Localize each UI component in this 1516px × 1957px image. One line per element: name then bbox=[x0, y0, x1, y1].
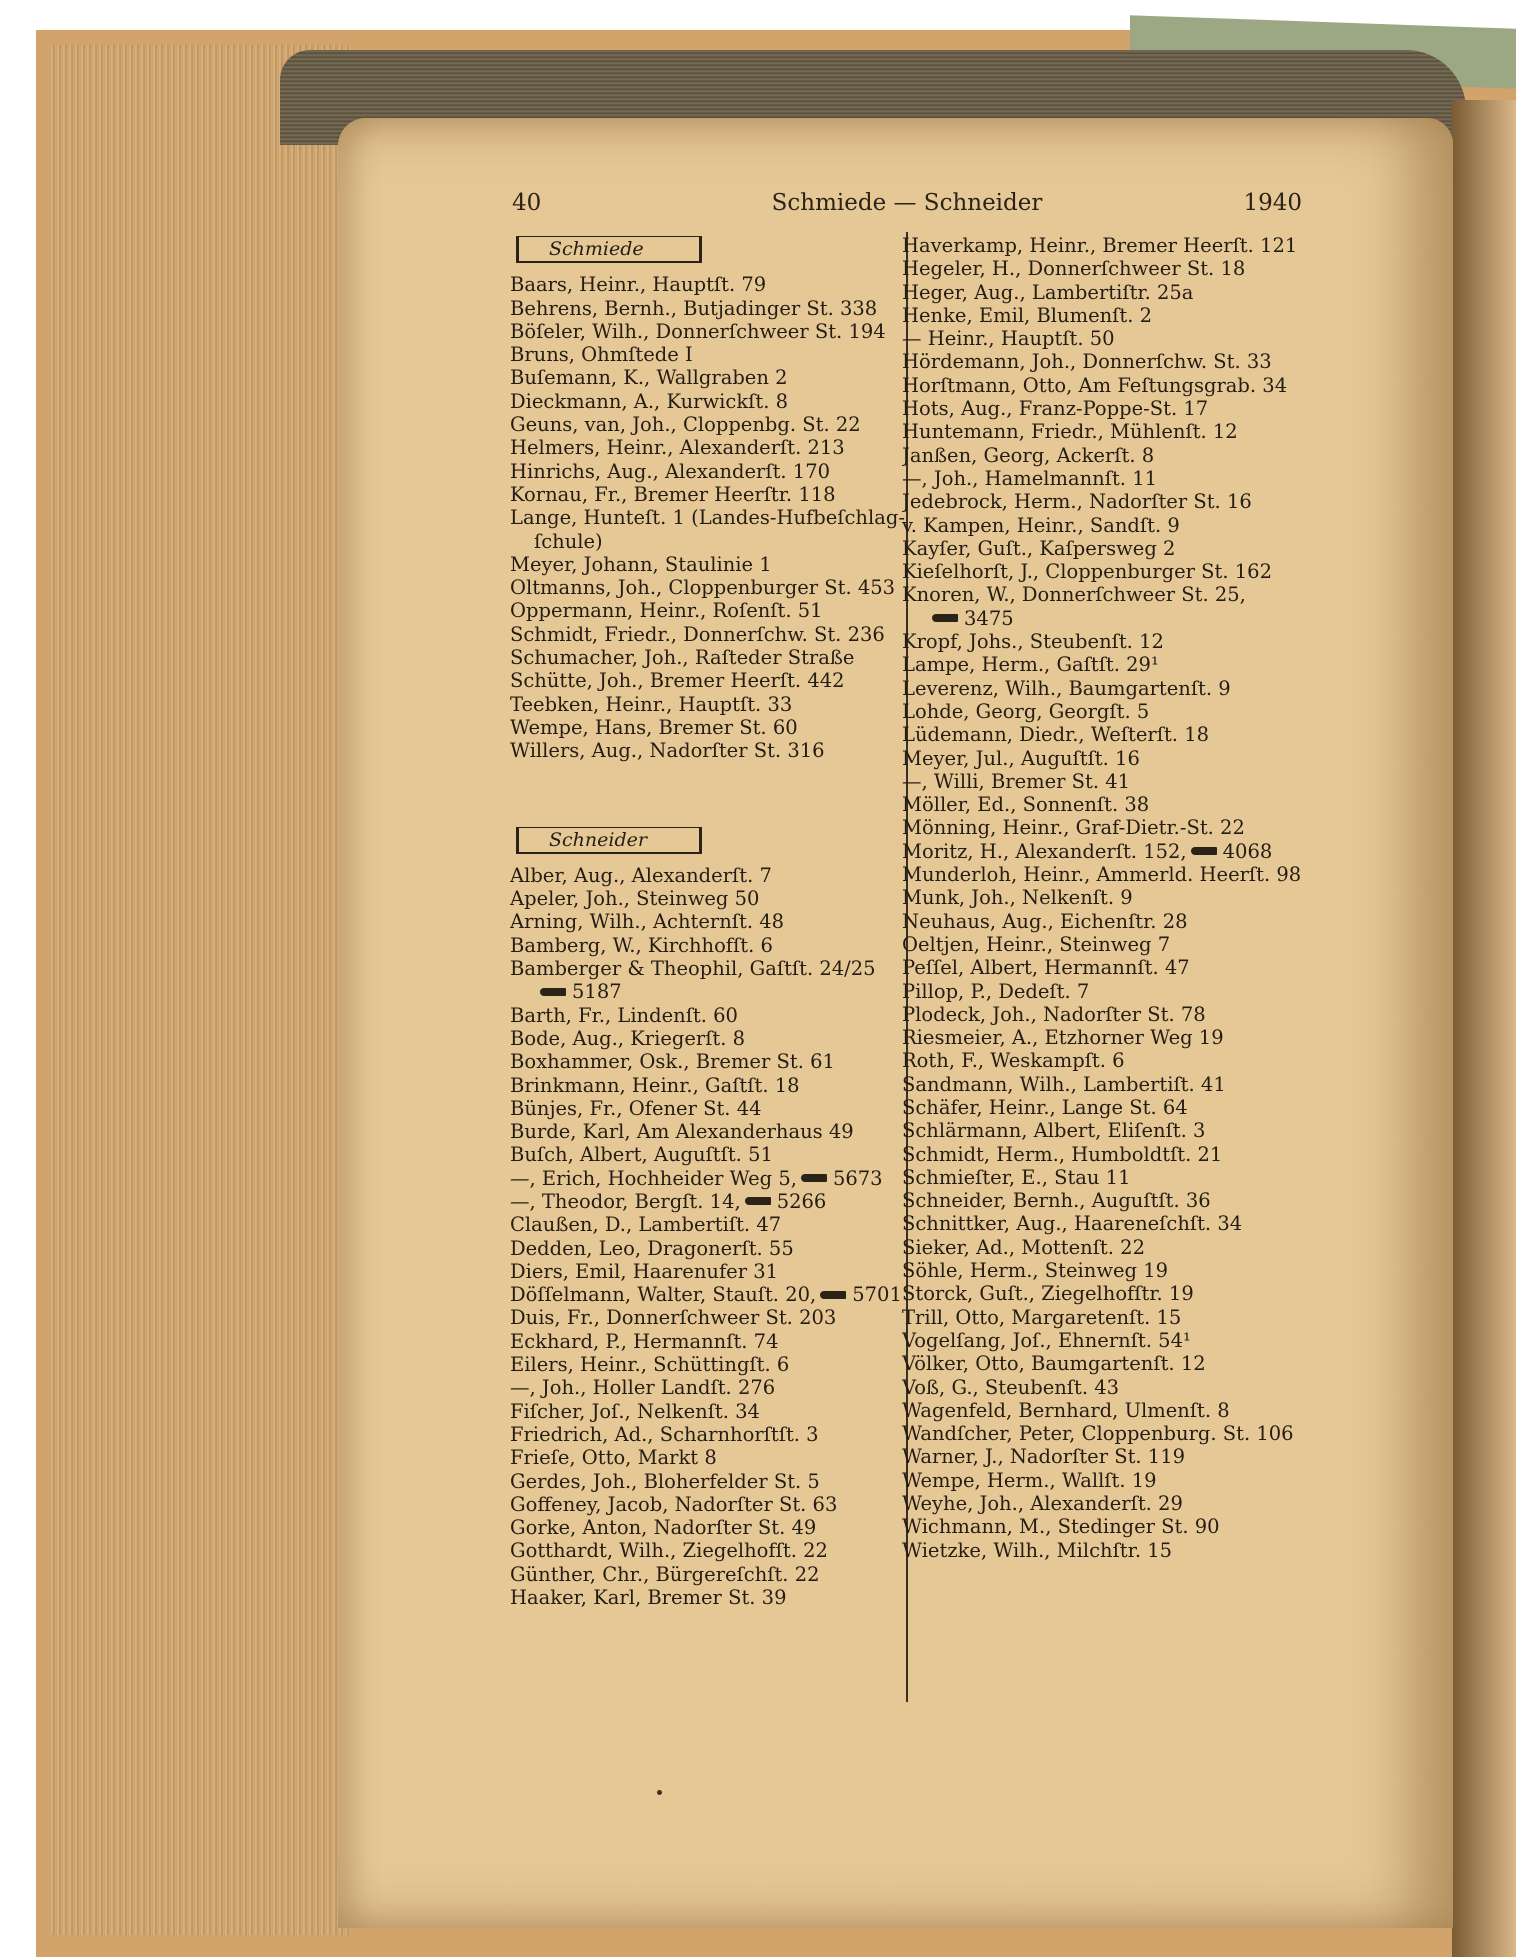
directory-entry bbox=[902, 840, 1312, 863]
directory-entry bbox=[510, 739, 905, 762]
directory-entry bbox=[510, 864, 905, 887]
telephone-icon bbox=[932, 614, 958, 622]
directory-entry bbox=[902, 607, 1312, 630]
directory-entry bbox=[902, 1306, 1312, 1329]
directory-entry bbox=[510, 320, 905, 343]
entry-text: Riesmeier, A., Etzhorner Weg 19 bbox=[902, 1026, 1224, 1050]
directory-entry bbox=[902, 723, 1312, 746]
entry-text: —, Willi, Bremer St. 41 bbox=[902, 769, 1131, 793]
entry-text: Jedebrock, Herm., Nadorſter St. 16 bbox=[902, 490, 1252, 514]
directory-entry bbox=[902, 560, 1312, 583]
directory-entry bbox=[902, 956, 1312, 979]
directory-entry bbox=[902, 1003, 1312, 1026]
entry-text: Storck, Guſt., Ziegelhofſtr. 19 bbox=[902, 1282, 1194, 1306]
directory-entry bbox=[902, 1282, 1312, 1305]
entry-text: Oeltjen, Heinr., Steinweg 7 bbox=[902, 932, 1171, 956]
entry-text: Oltmanns, Joh., Cloppenburger St. 453 bbox=[510, 576, 896, 600]
page-title: Schmiede — Schneider bbox=[771, 190, 1043, 216]
directory-entry bbox=[902, 374, 1312, 397]
directory-entry bbox=[902, 1376, 1312, 1399]
directory-entry bbox=[510, 436, 905, 459]
section-gap bbox=[510, 763, 905, 825]
directory-entry bbox=[510, 1470, 905, 1493]
directory-entry bbox=[510, 390, 905, 413]
directory-entry bbox=[902, 770, 1312, 793]
phone-number: 5701 bbox=[852, 1283, 902, 1307]
directory-entry bbox=[902, 234, 1312, 257]
entry-text: Gerdes, Joh., Bloherfelder St. 5 bbox=[510, 1469, 820, 1493]
directory-entry bbox=[510, 599, 905, 622]
phone-number: 5673 bbox=[832, 1166, 883, 1190]
directory-entry bbox=[510, 1213, 905, 1236]
directory-entry bbox=[902, 583, 1312, 606]
entry-text: Schlärmann, Albert, Eliſenſt. 3 bbox=[902, 1119, 1206, 1143]
directory-entry bbox=[510, 1027, 905, 1050]
directory-entry bbox=[510, 553, 905, 576]
page-block-edge bbox=[50, 45, 350, 1935]
entry-text: Schmidt, Friedr., Donnerſchw. St. 236 bbox=[510, 622, 885, 646]
directory-entry bbox=[902, 1143, 1312, 1166]
directory-entry bbox=[902, 350, 1312, 373]
directory-entry bbox=[510, 716, 905, 739]
entry-text: Haaker, Karl, Bremer St. 39 bbox=[510, 1586, 787, 1610]
directory-entry bbox=[902, 747, 1312, 770]
directory-entry bbox=[902, 1049, 1312, 1072]
directory-entry bbox=[902, 514, 1312, 537]
schneider-list-left bbox=[510, 864, 905, 1610]
entry-text: —, Erich, Hochheider Weg 5, bbox=[510, 1166, 797, 1190]
directory-entry bbox=[510, 1306, 905, 1329]
directory-entry bbox=[510, 887, 905, 910]
entry-text: Lüdemann, Diedr., Weſterſt. 18 bbox=[902, 723, 1210, 747]
entry-text: Claußen, D., Lambertiſt. 47 bbox=[510, 1213, 782, 1237]
entry-text: Frieſe, Otto, Markt 8 bbox=[510, 1446, 717, 1470]
directory-entry bbox=[902, 1539, 1312, 1562]
schneider-list-right bbox=[902, 234, 1312, 1562]
entry-text: Lampe, Herm., Gaſtſt. 29¹ bbox=[902, 653, 1159, 677]
entry-text: Diers, Emil, Haarenufer 31 bbox=[510, 1259, 779, 1283]
directory-entry bbox=[510, 366, 905, 389]
entry-text: Sieker, Ad., Mottenſt. 22 bbox=[902, 1235, 1145, 1259]
entry-text: Völker, Otto, Baumgartenſt. 12 bbox=[902, 1352, 1206, 1376]
directory-entry bbox=[902, 630, 1312, 653]
directory-entry bbox=[902, 816, 1312, 839]
entry-text: Kropf, Johs., Steubenſt. 12 bbox=[902, 630, 1164, 654]
entry-text: Wagenfeld, Bernhard, Ulmenſt. 8 bbox=[902, 1398, 1230, 1422]
entry-text: Duis, Fr., Donnerſchweer St. 203 bbox=[510, 1306, 837, 1330]
directory-entry bbox=[510, 1237, 905, 1260]
directory-entry bbox=[510, 646, 905, 669]
directory-entry bbox=[902, 397, 1312, 420]
entry-text: —, Joh., Hamelmannſt. 11 bbox=[902, 466, 1158, 490]
entry-text: Munderloh, Heinr., Ammerld. Heerſt. 98 bbox=[902, 863, 1302, 887]
entry-text: Buſch, Albert, Auguſtſt. 51 bbox=[510, 1143, 773, 1167]
directory-entry bbox=[510, 1120, 905, 1143]
entry-text: Meyer, Jul., Auguſtſt. 16 bbox=[902, 746, 1140, 770]
directory-entry bbox=[902, 1259, 1312, 1282]
entry-text: Heger, Aug., Lambertiſtr. 25a bbox=[902, 280, 1194, 304]
directory-entry bbox=[510, 483, 905, 506]
directory-entry bbox=[510, 910, 905, 933]
directory-entry bbox=[902, 1515, 1312, 1538]
directory-entry bbox=[902, 1329, 1312, 1352]
entry-text: Bruns, Ohmſtede I bbox=[510, 343, 693, 367]
entry-text: Trill, Otto, Margaretenſt. 15 bbox=[902, 1305, 1182, 1329]
entry-text: —, Joh., Holler Landſt. 276 bbox=[510, 1376, 776, 1400]
directory-entry bbox=[902, 467, 1312, 490]
directory-entry bbox=[902, 1096, 1312, 1119]
directory-entry bbox=[902, 1445, 1312, 1468]
directory-entry bbox=[510, 506, 905, 553]
entry-text: Hinrichs, Aug., Alexanderſt. 170 bbox=[510, 459, 831, 483]
section-heading-schneider: Schneider bbox=[516, 827, 702, 854]
entry-text: Fiſcher, Joſ., Nelkenſt. 34 bbox=[510, 1399, 760, 1423]
entry-text: Gorke, Anton, Nadorſter St. 49 bbox=[510, 1516, 817, 1540]
directory-entry bbox=[902, 677, 1312, 700]
directory-entry bbox=[510, 576, 905, 599]
entry-text: Böſeler, Wilh., Donnerſchweer St. 194 bbox=[510, 319, 886, 343]
right-column bbox=[902, 234, 1312, 1562]
directory-entry bbox=[902, 490, 1312, 513]
entry-text: Apeler, Joh., Steinweg 50 bbox=[510, 887, 760, 911]
entry-text: Pillop, P., Dedeſt. 7 bbox=[902, 979, 1090, 1003]
entry-text: Boxhammer, Osk., Bremer St. 61 bbox=[510, 1050, 835, 1074]
phone-number: 4068 bbox=[1222, 839, 1273, 863]
entry-text: Wandſcher, Peter, Cloppenburg. St. 106 bbox=[902, 1422, 1294, 1446]
directory-entry bbox=[510, 1190, 905, 1213]
directory-entry bbox=[510, 1586, 905, 1609]
entry-text: Peſſel, Albert, Hermannſt. 47 bbox=[902, 956, 1190, 980]
directory-entry bbox=[510, 413, 905, 436]
directory-entry bbox=[510, 1563, 905, 1586]
entry-text: Horſtmann, Otto, Am Feſtungsgrab. 34 bbox=[902, 373, 1288, 397]
directory-entry bbox=[902, 281, 1312, 304]
entry-text: Schäfer, Heinr., Lange St. 64 bbox=[902, 1095, 1188, 1119]
directory-entry bbox=[902, 653, 1312, 676]
print-speck bbox=[657, 1790, 662, 1795]
directory-entry bbox=[510, 1050, 905, 1073]
directory-entry bbox=[510, 273, 905, 296]
entry-text: Plodeck, Joh., Nadorſter St. 78 bbox=[902, 1002, 1206, 1026]
directory-entry bbox=[510, 623, 905, 646]
entry-text: Dedden, Leo, Dragonerſt. 55 bbox=[510, 1236, 794, 1260]
directory-entry bbox=[510, 460, 905, 483]
directory-entry bbox=[902, 537, 1312, 560]
entry-text: Buſemann, K., Wallgraben 2 bbox=[510, 366, 788, 390]
entry-text: Mönning, Heinr., Graf-Dietr.-St. 22 bbox=[902, 816, 1245, 840]
directory-entry bbox=[510, 1167, 905, 1190]
entry-text: Friedrich, Ad., Scharnhorſtſt. 3 bbox=[510, 1422, 819, 1446]
telephone-icon bbox=[745, 1197, 771, 1205]
directory-entry bbox=[510, 1376, 905, 1399]
directory-entry bbox=[510, 1493, 905, 1516]
directory-entry bbox=[902, 257, 1312, 280]
entry-text: 3475 bbox=[964, 606, 1014, 630]
directory-entry bbox=[902, 700, 1312, 723]
entry-text: Möller, Ed., Sonnenſt. 38 bbox=[902, 793, 1150, 817]
entry-text: Knoren, W., Donnerſchweer St. 25, bbox=[902, 583, 1246, 607]
directory-entry bbox=[510, 297, 905, 320]
entry-text: Helmers, Heinr., Alexanderſt. 213 bbox=[510, 436, 845, 460]
directory-entry bbox=[902, 886, 1312, 909]
directory-entry bbox=[902, 863, 1312, 886]
entry-text: Roth, F., Weskampſt. 6 bbox=[902, 1049, 1125, 1073]
directory-entry bbox=[902, 1236, 1312, 1259]
entry-text: Goffeney, Jacob, Nadorſter St. 63 bbox=[510, 1492, 838, 1516]
telephone-icon bbox=[1191, 847, 1217, 855]
entry-text: Janßen, Georg, Ackerſt. 8 bbox=[902, 443, 1155, 467]
entry-text: Döſſelmann, Walter, Stauſt. 20, bbox=[510, 1283, 817, 1307]
entry-text: Schütte, Joh., Bremer Heerſt. 442 bbox=[510, 669, 845, 693]
entry-text: Brinkmann, Heinr., Gaſtſt. 18 bbox=[510, 1073, 800, 1097]
entry-text: Wietzke, Wilh., Milchſtr. 15 bbox=[902, 1538, 1173, 1562]
directory-entry bbox=[902, 1119, 1312, 1142]
telephone-icon bbox=[540, 988, 566, 996]
directory-entry bbox=[902, 933, 1312, 956]
entry-text: v. Kampen, Heinr., Sandſt. 9 bbox=[902, 513, 1180, 537]
directory-entry bbox=[510, 957, 905, 980]
directory-entry bbox=[510, 980, 905, 1003]
entry-text: Günther, Chr., Bürgereſchſt. 22 bbox=[510, 1562, 820, 1586]
directory-year: 1940 bbox=[1243, 190, 1302, 216]
facing-page-edge bbox=[1452, 100, 1516, 1957]
phone-number: 5266 bbox=[776, 1189, 827, 1213]
entry-text: Eilers, Heinr., Schüttingſt. 6 bbox=[510, 1353, 790, 1377]
directory-entry bbox=[902, 1399, 1312, 1422]
directory-entry bbox=[902, 1189, 1312, 1212]
entry-text: Oppermann, Heinr., Roſenſt. 51 bbox=[510, 599, 823, 623]
entry-text: Geuns, van, Joh., Cloppenbg. St. 22 bbox=[510, 413, 861, 437]
entry-text: Kornau, Fr., Bremer Heerſtr. 118 bbox=[510, 482, 836, 506]
directory-entry bbox=[510, 1400, 905, 1423]
directory-entry bbox=[510, 1516, 905, 1539]
entry-text: Barth, Fr., Lindenſt. 60 bbox=[510, 1003, 738, 1027]
entry-text: Meyer, Johann, Staulinie 1 bbox=[510, 552, 772, 576]
directory-entry bbox=[510, 1143, 905, 1166]
entry-text: Wichmann, M., Stedinger St. 90 bbox=[902, 1515, 1220, 1539]
entry-text: Kayſer, Guſt., Kaſpersweg 2 bbox=[902, 536, 1176, 560]
directory-entry bbox=[902, 1073, 1312, 1096]
directory-entry bbox=[510, 1074, 905, 1097]
directory-entry bbox=[902, 444, 1312, 467]
entry-text: Leverenz, Wilh., Baumgartenſt. 9 bbox=[902, 676, 1231, 700]
directory-entry bbox=[510, 1423, 905, 1446]
section-heading-schmiede: Schmiede bbox=[516, 236, 702, 263]
running-head bbox=[512, 190, 1302, 230]
entry-text: Willers, Aug., Nadorſter St. 316 bbox=[510, 739, 825, 763]
directory-entry bbox=[902, 1352, 1312, 1375]
entry-text: Dieckmann, A., Kurwickſt. 8 bbox=[510, 389, 788, 413]
directory-entry bbox=[510, 1260, 905, 1283]
directory-entry bbox=[510, 669, 905, 692]
entry-text: Lohde, Georg, Georgſt. 5 bbox=[902, 699, 1150, 723]
entry-text: Henke, Emil, Blumenſt. 2 bbox=[902, 303, 1153, 327]
directory-entry bbox=[510, 1283, 905, 1306]
entry-text: Teebken, Heinr., Hauptſt. 33 bbox=[510, 692, 793, 716]
directory-entry bbox=[902, 980, 1312, 1003]
entry-text: Gotthardt, Wilh., Ziegelhofſt. 22 bbox=[510, 1539, 828, 1563]
entry-text: Warner, J., Nadorſter St. 119 bbox=[902, 1445, 1186, 1469]
entry-text: Baars, Heinr., Hauptſt. 79 bbox=[510, 273, 767, 297]
entry-text: Söhle, Herm., Steinweg 19 bbox=[902, 1259, 1169, 1283]
directory-entry bbox=[902, 1422, 1312, 1445]
directory-entry bbox=[510, 1539, 905, 1562]
entry-text: Schmieſter, E., Stau 11 bbox=[902, 1165, 1131, 1189]
left-column bbox=[510, 234, 905, 1609]
entry-text: Arning, Wilh., Achternſt. 48 bbox=[510, 910, 785, 934]
entry-text: Bamberger & Theophil, Gaſtſt. 24/25 bbox=[510, 957, 876, 981]
entry-text: Sandmann, Wilh., Lambertiſt. 41 bbox=[902, 1072, 1226, 1096]
directory-entry bbox=[902, 1492, 1312, 1515]
page-number: 40 bbox=[512, 190, 542, 216]
entry-text: Hots, Aug., Franz-Poppe-St. 17 bbox=[902, 397, 1209, 421]
entry-text: Wempe, Herm., Wallſt. 19 bbox=[902, 1468, 1157, 1492]
telephone-icon bbox=[801, 1174, 827, 1182]
entry-text: Eckhard, P., Hermannſt. 74 bbox=[510, 1329, 779, 1353]
directory-entry bbox=[902, 1026, 1312, 1049]
entry-text: Weyhe, Joh., Alexanderſt. 29 bbox=[902, 1492, 1183, 1516]
directory-entry bbox=[902, 420, 1312, 443]
entry-text: Hegeler, H., Donnerſchweer St. 18 bbox=[902, 257, 1246, 281]
entry-text: Bünjes, Fr., Ofener St. 44 bbox=[510, 1096, 762, 1120]
directory-entry bbox=[902, 327, 1312, 350]
directory-entry bbox=[510, 934, 905, 957]
directory-entry bbox=[510, 343, 905, 366]
entry-text: Munk, Joh., Nelkenſt. 9 bbox=[902, 886, 1133, 910]
entry-text: Wempe, Hans, Bremer St. 60 bbox=[510, 715, 798, 739]
entry-text: Moritz, H., Alexanderſt. 152, bbox=[902, 839, 1187, 863]
directory-entry bbox=[510, 1004, 905, 1027]
entry-text: —, Theodor, Bergſt. 14, bbox=[510, 1189, 741, 1213]
entry-text: Schnittker, Aug., Haareneſchſt. 34 bbox=[902, 1212, 1243, 1236]
entry-text: Alber, Aug., Alexanderſt. 7 bbox=[510, 863, 772, 887]
directory-entry bbox=[510, 1330, 905, 1353]
entry-text: Neuhaus, Aug., Eichenſtr. 28 bbox=[902, 909, 1188, 933]
entry-text: Bode, Aug., Kriegerſt. 8 bbox=[510, 1026, 746, 1050]
entry-text: 5187 bbox=[572, 980, 622, 1004]
telephone-icon bbox=[820, 1291, 846, 1299]
entry-text: Schneider, Bernh., Auguſtſt. 36 bbox=[902, 1189, 1211, 1213]
directory-entry bbox=[902, 910, 1312, 933]
entry-text: — Heinr., Hauptſt. 50 bbox=[902, 327, 1115, 351]
directory-entry bbox=[902, 1166, 1312, 1189]
directory-entry bbox=[902, 1212, 1312, 1235]
entry-text: Hördemann, Joh., Donnerſchw. St. 33 bbox=[902, 350, 1272, 374]
entry-text: Behrens, Bernh., Butjadinger St. 338 bbox=[510, 296, 878, 320]
directory-entry bbox=[510, 1446, 905, 1469]
entry-text: Huntemann, Friedr., Mühlenſt. 12 bbox=[902, 420, 1238, 444]
entry-text: Burde, Karl, Am Alexanderhaus 49 bbox=[510, 1120, 854, 1144]
directory-entry bbox=[510, 1353, 905, 1376]
directory-entry bbox=[510, 693, 905, 716]
directory-entry bbox=[902, 1469, 1312, 1492]
schmiede-list bbox=[510, 273, 905, 762]
entry-text: Voß, G., Steubenſt. 43 bbox=[902, 1375, 1120, 1399]
entry-text: Kieſelhorſt, J., Cloppenburger St. 162 bbox=[902, 560, 1272, 584]
entry-text: Vogelſang, Joſ., Ehnernſt. 54¹ bbox=[902, 1328, 1191, 1352]
directory-entry bbox=[510, 1097, 905, 1120]
entry-text: Schmidt, Herm., Humboldtſt. 21 bbox=[902, 1142, 1223, 1166]
entry-text: Lange, Hunteſt. 1 (Landes-Hufbeſchlag-ſchule) bbox=[510, 506, 905, 553]
entry-text: Haverkamp, Heinr., Bremer Heerſt. 121 bbox=[902, 234, 1298, 257]
entry-text: Bamberg, W., Kirchhofſt. 6 bbox=[510, 933, 773, 957]
directory-entry bbox=[902, 304, 1312, 327]
directory-entry bbox=[902, 793, 1312, 816]
entry-text: Schumacher, Joh., Raſteder Straße bbox=[510, 646, 855, 670]
